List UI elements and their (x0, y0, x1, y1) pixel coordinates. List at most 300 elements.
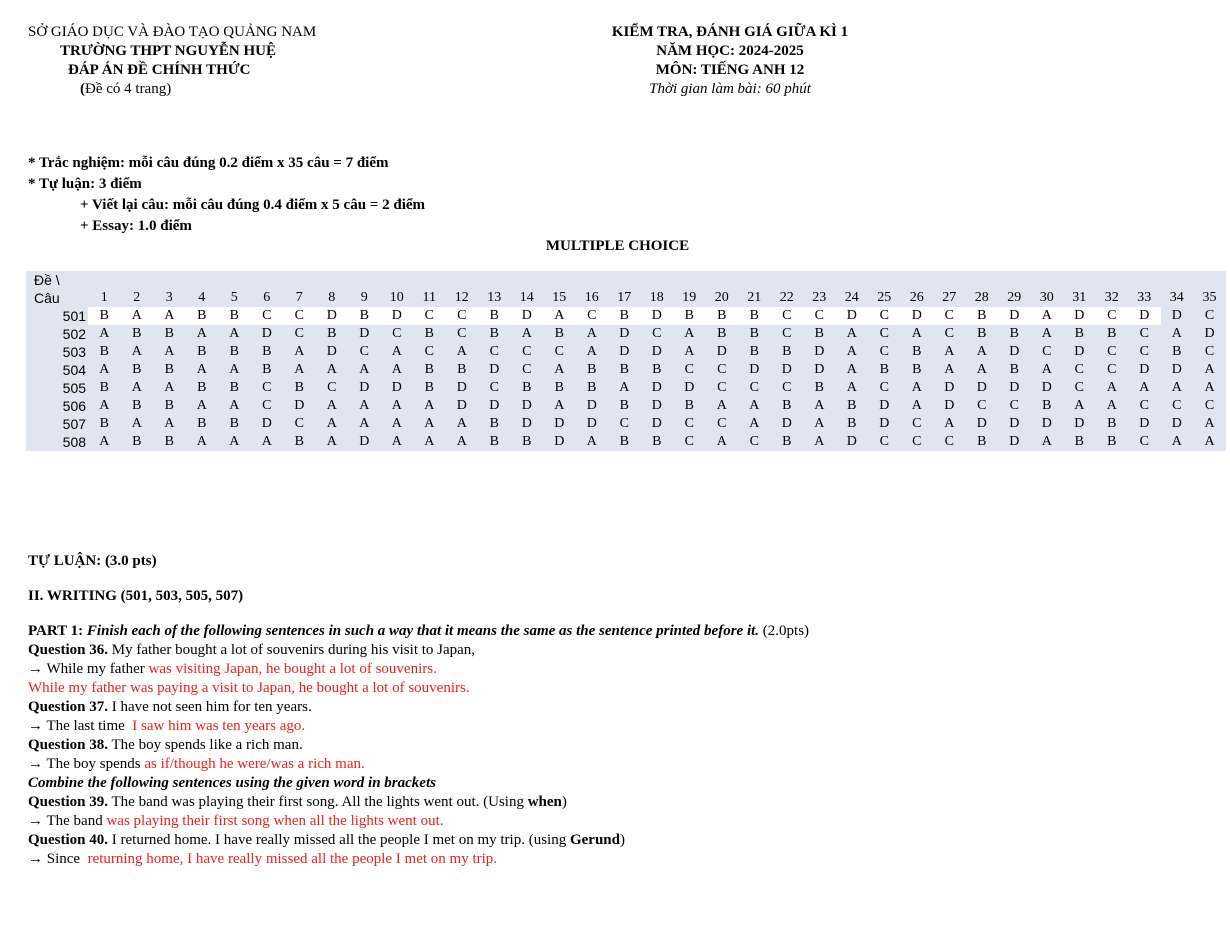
answer-cell: D (489, 398, 500, 413)
answer-cell: A (456, 434, 467, 449)
answer-cell: A (424, 434, 435, 449)
question-number: 14 (519, 290, 534, 305)
exam-code: 506 (62, 398, 87, 414)
answer-cell: D (1161, 307, 1194, 325)
header-right (560, 23, 900, 99)
exam-code: 505 (62, 380, 87, 396)
answer-cell: B (132, 398, 142, 413)
answer-cell: A (814, 398, 825, 413)
answer-cell: C (457, 326, 467, 341)
answer-cell: A (716, 434, 727, 449)
header-de: Đề \ (34, 272, 60, 288)
answer-row (26, 307, 1226, 325)
answer-cell: B (1042, 398, 1052, 413)
answer-cell: B (99, 344, 109, 359)
exam-code: 503 (62, 344, 87, 360)
exam-title: KIỂM TRA, ĐÁNH GIÁ GIỮA KÌ 1 (611, 24, 849, 40)
answer-row (26, 397, 1226, 415)
question-number: 2 (133, 290, 141, 305)
answer-cell: C (327, 380, 337, 395)
answer-cell: D (944, 380, 955, 395)
answer-cell: B (1107, 434, 1117, 449)
answer-cell: D (391, 380, 402, 395)
scoring-rules (28, 153, 425, 237)
answer-cell: D (554, 416, 565, 431)
answer-cell: C (1074, 362, 1084, 377)
answer-cell: A (326, 362, 337, 377)
answer-cell: B (814, 326, 824, 341)
answer-cell: A (294, 344, 305, 359)
answer-cell: D (294, 398, 305, 413)
answer-cell: A (424, 398, 435, 413)
answer-37: → The last time I saw him was ten years ago. (28, 718, 306, 734)
answer-cell: B (738, 307, 771, 325)
answer-38: → The boy spends as if/though he were/was a rich man. (28, 756, 365, 772)
answer-cell: C (1096, 307, 1129, 325)
answer-cell: D (749, 362, 760, 377)
question-number: 28 (974, 290, 989, 305)
question-number: 12 (454, 290, 469, 305)
answer-cell: A (131, 344, 142, 359)
answer-cell: D (381, 307, 414, 325)
answer-cell: A (196, 362, 207, 377)
answer-cell: B (132, 362, 142, 377)
answer-cell: B (879, 362, 889, 377)
answer-cell: D (521, 416, 532, 431)
answer-cell: B (522, 380, 532, 395)
answer-cell: B (1009, 326, 1019, 341)
answer-36: → While my father was visiting Japan, he bought a lot of souvenirs. (28, 661, 437, 677)
answer-cell: B (1172, 344, 1182, 359)
question-number: 5 (230, 290, 238, 305)
answer-cell: B (554, 326, 564, 341)
answer-cell: A (554, 398, 565, 413)
answer-cell: D (521, 398, 532, 413)
answer-cell: C (446, 307, 479, 325)
answer-cell: C (1193, 307, 1226, 325)
answer-cell: A (749, 416, 760, 431)
header-spacer (88, 271, 1226, 289)
answer-cell: D (944, 398, 955, 413)
answer-cell: B (424, 362, 434, 377)
answer-cell: A (196, 434, 207, 449)
answer-cell: A (1106, 398, 1117, 413)
combine-instruction: Combine the following sentences using the given word in brackets (28, 775, 436, 791)
answer-cell: A (99, 434, 110, 449)
question-number: 23 (812, 290, 827, 305)
answer-cell: B (619, 362, 629, 377)
answer-cell: B (717, 326, 727, 341)
answer-cell: B (164, 398, 174, 413)
question-number: 8 (328, 290, 336, 305)
question-number: 32 (1104, 290, 1119, 305)
answer-cell: C (879, 434, 889, 449)
question-37: Question 37. I have not seen him for ten years. (28, 699, 312, 715)
answer-cell: A (911, 398, 922, 413)
answer-cell: A (1204, 416, 1215, 431)
exam-code: 507 (62, 416, 87, 432)
answer-cell: A (1204, 362, 1215, 377)
scoring-essay-part: + Essay: 1.0 điểm (80, 218, 192, 234)
answer-cell: B (164, 362, 174, 377)
answer-cell: C (554, 344, 564, 359)
answer-cell: B (652, 362, 662, 377)
answer-cell: D (619, 344, 630, 359)
answer-row (26, 343, 1226, 361)
answer-cell: D (716, 344, 727, 359)
answer-cell: B (197, 380, 207, 395)
answer-cell: A (326, 434, 337, 449)
answer-cell: B (229, 344, 239, 359)
exam-code: 504 (62, 362, 87, 378)
answer-cell: A (131, 380, 142, 395)
answer-row (26, 433, 1226, 451)
answer-cell: C (717, 380, 727, 395)
answer-row (26, 325, 1226, 343)
answer-cell: C (803, 307, 836, 325)
question-number: 7 (295, 290, 303, 305)
essay-heading: TỰ LUẬN: (3.0 pts) (28, 553, 157, 569)
answer-cell: A (359, 416, 370, 431)
answer-cell: B (1009, 362, 1019, 377)
answer-cell: A (814, 434, 825, 449)
answer-cell: B (1074, 326, 1084, 341)
answer-cell: B (197, 416, 207, 431)
answer-cell: B (522, 434, 532, 449)
answer-cell: C (424, 344, 434, 359)
answer-cell: A (1074, 398, 1085, 413)
answer-cell: C (413, 307, 446, 325)
answer-cell: C (1204, 398, 1215, 413)
answer-cell: B (619, 434, 629, 449)
answer-cell: A (391, 416, 402, 431)
question-38: Question 38. The boy spends like a rich man. (28, 737, 303, 753)
answer-cell: A (619, 380, 630, 395)
answer-cell: B (262, 362, 272, 377)
answer-cell: D (261, 326, 272, 341)
answer-cell: A (229, 434, 240, 449)
answer-cell: B (457, 362, 467, 377)
exam-code: 502 (62, 326, 87, 342)
answer-cell: C (576, 307, 609, 325)
answer-cell: A (456, 344, 467, 359)
answer-cell: D (1074, 344, 1085, 359)
answer-cell: B (782, 398, 792, 413)
answer-cell: C (717, 416, 727, 431)
answer-cell: C (749, 380, 759, 395)
question-number: 26 (909, 290, 924, 305)
question-number: 29 (1007, 290, 1022, 305)
answer-cell: A (944, 344, 955, 359)
answer-cell: A (261, 434, 272, 449)
answer-cell: A (684, 326, 695, 341)
answer-cell: D (814, 362, 825, 377)
answer-cell: C (868, 307, 901, 325)
answer-cell: C (782, 326, 792, 341)
answer-cell: D (1204, 326, 1215, 341)
answer-cell: B (814, 380, 824, 395)
answer-cell: B (88, 307, 121, 325)
answer-cell: D (359, 380, 370, 395)
answer-cell: A (131, 416, 142, 431)
answer-cell: C (489, 344, 499, 359)
answer-cell: A (391, 434, 402, 449)
answer-cell: D (1171, 362, 1182, 377)
answer-cell: B (619, 398, 629, 413)
answer-cell: B (132, 434, 142, 449)
answer-cell: B (348, 307, 381, 325)
answer-cell: D (781, 416, 792, 431)
answer-cell: C (933, 307, 966, 325)
answer-cell: D (619, 326, 630, 341)
answer-cell: A (326, 398, 337, 413)
scoring-rewrite: + Viết lại câu: mỗi câu đúng 0.4 điểm x 5 câu = 2 điểm (80, 197, 426, 213)
answer-cell: D (261, 416, 272, 431)
answer-cell: B (99, 380, 109, 395)
answer-cell: D (511, 307, 544, 325)
answer-key-table (26, 271, 1226, 451)
answer-cell: C (1204, 344, 1215, 359)
answer-cell: D (586, 398, 597, 413)
answer-40: → Since returning home, I have really missed all the people I met on my trip. (28, 851, 498, 867)
answer-cell: C (294, 416, 304, 431)
answer-cell: C (1139, 434, 1149, 449)
answer-cell: A (153, 307, 186, 325)
answer-cell: C (912, 434, 922, 449)
question-number: 24 (844, 290, 859, 305)
answer-cell: D (684, 380, 695, 395)
answer-cell: A (196, 326, 207, 341)
answer-cell: C (1042, 344, 1052, 359)
answer-cell: C (879, 326, 889, 341)
answer-cell: B (652, 434, 662, 449)
question-number: 11 (422, 290, 436, 305)
answer-cell: C (262, 380, 272, 395)
answer-cell: C (879, 380, 889, 395)
answer-cell: D (879, 416, 890, 431)
answer-row (26, 361, 1226, 379)
question-number: 13 (487, 290, 502, 305)
answer-cell: D (641, 307, 674, 325)
answer-cell: A (749, 398, 760, 413)
header-left (28, 23, 316, 99)
answer-cell: D (359, 326, 370, 341)
answer-cell: A (846, 380, 857, 395)
exam-code: 508 (62, 434, 87, 450)
question-number: 18 (649, 290, 664, 305)
answer-cell: A (391, 362, 402, 377)
answer-cell: B (164, 326, 174, 341)
answer-cell: B (684, 398, 694, 413)
answer-cell: D (359, 434, 370, 449)
answer-cell: A (684, 344, 695, 359)
answer-cell: C (522, 362, 532, 377)
question-number: 16 (584, 290, 599, 305)
answer-cell: A (424, 416, 435, 431)
answer-cell: B (229, 416, 239, 431)
question-number: 34 (1169, 290, 1184, 305)
answer-cell: A (99, 326, 110, 341)
answer-cell: A (359, 362, 370, 377)
answer-39: → The band was playing their first song when all the lights went out. (28, 813, 444, 829)
question-number: 21 (747, 290, 762, 305)
answer-cell: B (587, 380, 597, 395)
answer-cell: A (586, 344, 597, 359)
answer-cell: A (229, 398, 240, 413)
answer-cell: A (1171, 326, 1182, 341)
answer-cell: C (522, 344, 532, 359)
header-cau: Câu (34, 290, 60, 306)
question-number: 6 (263, 290, 271, 305)
answer-cell: A (814, 416, 825, 431)
answer-cell: A (229, 362, 240, 377)
answer-cell: B (327, 326, 337, 341)
answer-cell: B (262, 344, 272, 359)
answer-cell: B (966, 307, 999, 325)
answer-cell: A (846, 326, 857, 341)
answer-cell: C (684, 362, 694, 377)
answer-cell: B (229, 380, 239, 395)
answer-cell: C (944, 434, 954, 449)
answer-cell: C (1139, 326, 1149, 341)
answer-cell: C (283, 307, 316, 325)
answer-cell: A (1139, 380, 1150, 395)
answer-cell: A (1171, 434, 1182, 449)
writing-heading: II. WRITING (501, 503, 505, 507) (28, 588, 244, 604)
answer-cell: A (164, 344, 175, 359)
answer-cell: D (651, 416, 662, 431)
answer-cell: D (1009, 344, 1020, 359)
answer-cell: A (294, 362, 305, 377)
answer-cell: D (316, 307, 349, 325)
answer-cell: D (879, 398, 890, 413)
answer-cell: A (944, 362, 955, 377)
department-name: SỞ GIÁO DỤC VÀ ĐÀO TẠO QUẢNG NAM (28, 24, 317, 40)
answer-cell: C (749, 434, 759, 449)
answer-cell: C (684, 416, 694, 431)
question-number: 22 (779, 290, 794, 305)
subject: MÔN: TIẾNG ANH 12 (655, 62, 805, 78)
answer-cell: B (218, 307, 251, 325)
scoring-mc: * Trắc nghiệm: mỗi câu đúng 0.2 điểm x 35 câu = 7 điểm (28, 155, 389, 171)
answer-cell: D (1009, 416, 1020, 431)
answer-cell: C (359, 344, 369, 359)
question-number: 1 (100, 290, 108, 305)
answer-cell: C (944, 326, 954, 341)
answer-cell: A (1106, 380, 1117, 395)
answer-cell: C (782, 380, 792, 395)
answer-cell: D (998, 307, 1031, 325)
answer-cell: C (1172, 398, 1182, 413)
answer-cell: C (1139, 398, 1149, 413)
answer-cell: A (976, 362, 987, 377)
answer-cell: D (1074, 416, 1085, 431)
answer-cell: C (684, 434, 694, 449)
answer-cell: A (326, 416, 337, 431)
answer-cell: B (1107, 326, 1117, 341)
question-40: Question 40. I returned home. I have really missed all the people I met on my trip. (using Gerund) (28, 832, 625, 848)
answer-cell: D (836, 307, 869, 325)
answer-cell: D (1041, 416, 1052, 431)
answer-cell: C (1107, 362, 1117, 377)
answer-cell: A (391, 344, 402, 359)
question-number: 9 (360, 290, 368, 305)
page-count: (Đề có 4 trang) (80, 81, 172, 97)
question-number: 27 (942, 290, 957, 305)
answer-cell: A (1041, 362, 1052, 377)
answer-cell: B (912, 362, 922, 377)
answer-cell: B (749, 344, 759, 359)
answer-cell: C (1139, 344, 1149, 359)
answer-cell: C (977, 398, 987, 413)
answer-cell: A (1041, 326, 1052, 341)
answer-cell: B (164, 434, 174, 449)
answer-cell: A (586, 434, 597, 449)
answer-cell: A (1171, 380, 1182, 395)
answer-cell: B (912, 344, 922, 359)
answer-cell: C (912, 416, 922, 431)
question-number: 3 (165, 290, 173, 305)
answer-cell: A (99, 398, 110, 413)
answer-cell: C (392, 326, 402, 341)
answer-cell: D (554, 434, 565, 449)
answer-cell: A (164, 380, 175, 395)
answer-cell: D (456, 398, 467, 413)
answer-cell: B (847, 398, 857, 413)
answer-cell: A (164, 416, 175, 431)
question-number: 35 (1202, 290, 1217, 305)
question-36: Question 36. My father bought a lot of souvenirs during his visit to Japan, (28, 642, 476, 658)
official-answer-title: ĐÁP ÁN ĐỀ CHÍNH THỨC (68, 62, 251, 78)
answer-cell: D (1171, 416, 1182, 431)
answer-cell: D (326, 344, 337, 359)
answer-cell: D (901, 307, 934, 325)
question-number: 19 (682, 290, 697, 305)
answer-cell: D (651, 380, 662, 395)
question-number: 33 (1137, 290, 1152, 305)
answer-cell: A (1031, 307, 1064, 325)
answer-cell: C (251, 307, 284, 325)
answer-cell: C (879, 344, 889, 359)
answer-cell: A (1204, 434, 1215, 449)
answer-cell: C (1009, 398, 1019, 413)
answer-cell: C (619, 416, 629, 431)
answer-cell: C (652, 326, 662, 341)
answer-cell: D (1139, 416, 1150, 431)
answer-cell: B (99, 416, 109, 431)
answer-cell: D (1009, 380, 1020, 395)
answer-cell: A (554, 362, 565, 377)
answer-cell: A (911, 380, 922, 395)
answer-cell: B (706, 307, 739, 325)
answer-cell: A (586, 326, 597, 341)
answer-cell: B (977, 434, 987, 449)
answer-cell: B (782, 434, 792, 449)
answer-cell: D (651, 398, 662, 413)
answer-cell: A (976, 344, 987, 359)
answer-cell: A (99, 362, 110, 377)
answer-cell: B (489, 434, 499, 449)
school-name: TRƯỜNG THPT NGUYỄN HUỆ (60, 43, 276, 59)
answer-cell: A (846, 344, 857, 359)
answer-cell: D (1128, 307, 1161, 325)
answer-cell: A (456, 416, 467, 431)
answer-cell: A (1041, 434, 1052, 449)
question-number: 10 (389, 290, 404, 305)
answer-cell: D (814, 344, 825, 359)
question-number: 25 (877, 290, 892, 305)
answer-cell: B (782, 344, 792, 359)
